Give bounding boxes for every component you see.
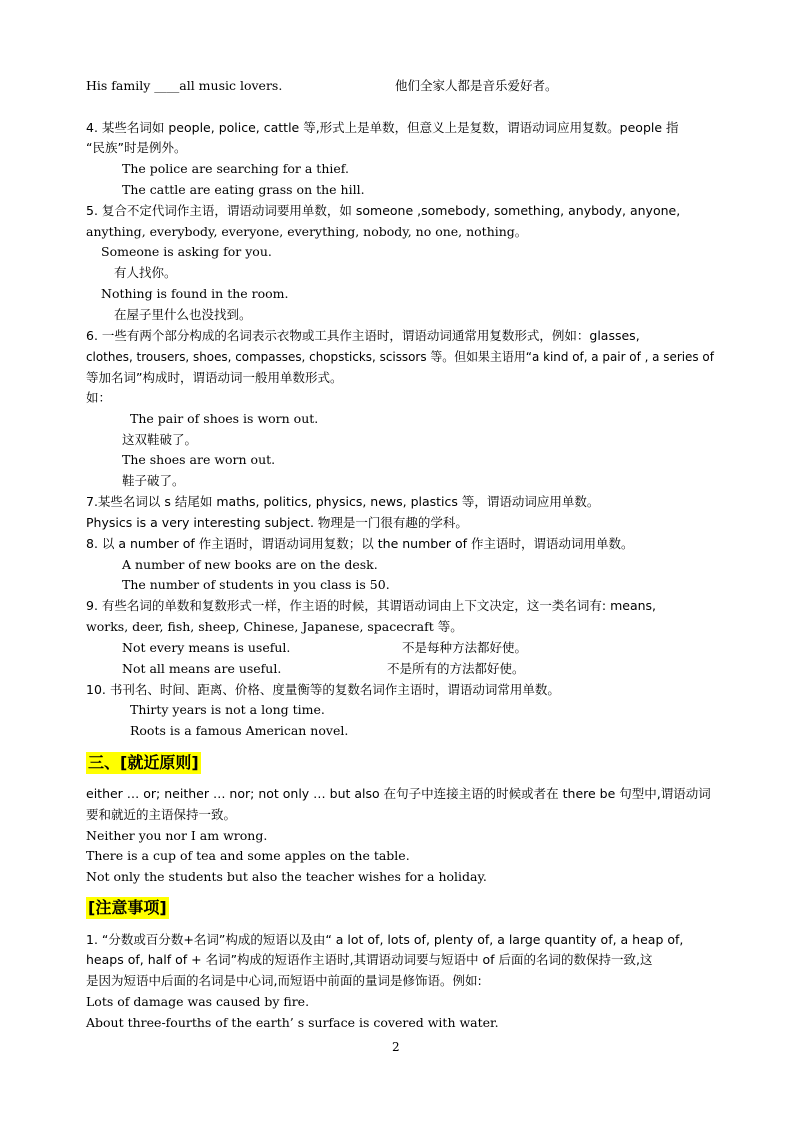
text-line: 不是所有的方法都好使。 bbox=[387, 661, 525, 676]
text-line: The number of students in you class is 50. bbox=[122, 577, 390, 592]
text-line: Thirty years is not a long time. bbox=[130, 702, 325, 717]
text-line: “民族”时是例外。 bbox=[86, 140, 187, 155]
text-line: either … or; neither … nor; not only … but also 在句子中连接主语的时候或者在 there be 句型中,谓语动词 bbox=[86, 786, 711, 801]
text-line: Someone is asking for you. bbox=[101, 244, 272, 259]
text-line: 7.某些名词以 s 结尾如 maths, politics, physics, news, plastics 等，谓语动词应用单数。 bbox=[86, 494, 600, 509]
text-line: 不是每种方法都好使。 bbox=[402, 640, 528, 655]
text-line: Neither you nor I am wrong. bbox=[86, 828, 268, 843]
text-line: 是因为短语中后面的名词是中心词,而短语中前面的量词是修饰语。例如: bbox=[86, 973, 482, 988]
text-line: 鞋子破了。 bbox=[122, 473, 185, 488]
text-line: The pair of shoes is worn out. bbox=[130, 411, 319, 426]
text-line: works, deer, fish, sheep, Chinese, Japanese, spacecraft 等。 bbox=[86, 619, 463, 634]
text-line: Roots is a famous American novel. bbox=[130, 723, 349, 738]
text-line: There is a cup of tea and some apples on the table. bbox=[86, 848, 410, 863]
text-line: 等加名词”构成时，谓语动词一般用单数形式。 bbox=[86, 370, 343, 385]
text-line: His family ____all music lovers. bbox=[86, 78, 283, 93]
text-line: A number of new books are on the desk. bbox=[122, 557, 378, 572]
text-line: 10. 书刊名、时间、距离、价格、度量衡等的复数名词作主语时，谓语动词常用单数。 bbox=[86, 682, 560, 697]
text-line: 1. “分数或百分数+名词”构成的短语以及由“ a lot of, lots of, plenty of, a large quantity of, a heap of, bbox=[86, 932, 684, 947]
text-line: Nothing is found in the room. bbox=[101, 286, 289, 301]
text-line: The police are searching for a thief. bbox=[122, 161, 349, 176]
text-line: The shoes are worn out. bbox=[122, 452, 276, 467]
text-line: 4. 某些名词如 people, police, cattle 等,形式上是单数，但意义上是复数，谓语动词应用复数。people 指 bbox=[86, 120, 679, 135]
text-line: Not all means are useful. bbox=[122, 661, 282, 676]
text-line: Not only the students but also the teacher wishes for a holiday. bbox=[86, 869, 487, 884]
text-line: Physics is a very interesting subject. 物理是一门很有趣的学科。 bbox=[86, 515, 468, 530]
text-line: The cattle are eating grass on the hill. bbox=[122, 182, 365, 197]
text-line: About three-fourths of the earth’ s surface is covered with water. bbox=[86, 1015, 499, 1030]
text-line: Not every means is useful. bbox=[122, 640, 291, 655]
text-line: 有人找你。 bbox=[114, 265, 177, 280]
text-line: 在屋子里什么也没找到。 bbox=[114, 307, 252, 322]
text-line: clothes, trousers, shoes, compasses, chopsticks, scissors 等。但如果主语用“a kind of, a pair of , a series of bbox=[86, 349, 714, 364]
section-heading: [注意事项] bbox=[88, 898, 167, 917]
text-line: 要和就近的主语保持一致。 bbox=[86, 807, 237, 822]
text-line: 如： bbox=[86, 390, 112, 405]
text-line: 8. 以 a number of 作主语时，谓语动词用复数；以 the number of 作主语时，谓语动词用单数。 bbox=[86, 536, 634, 551]
page-number: 2 bbox=[392, 1040, 400, 1054]
text-line: 6. 一些有两个部分构成的名词表示衣物或工具作主语时，谓语动词通常用复数形式，例如：glasses, bbox=[86, 328, 640, 343]
text-line: 这双鞋破了。 bbox=[122, 432, 198, 447]
text-line: 5. 复合不定代词作主语，谓语动词要用单数，如 someone ,somebody, something, anybody, anyone, bbox=[86, 203, 681, 218]
text-line: 9. 有些名词的单数和复数形式一样，作主语的时候，其谓语动词由上下文决定，这一类名词有: means, bbox=[86, 598, 657, 613]
section-heading: 三、[就近原则] bbox=[88, 753, 199, 772]
text-line: 他们全家人都是音乐爱好者。 bbox=[395, 78, 558, 93]
text-line: anything, everybody, everyone, everything, nobody, no one, nothing。 bbox=[86, 224, 528, 239]
text-line: heaps of, half of + 名词”构成的短语作主语时,其谓语动词要与短语中 of 后面的名词的数保持一致,这 bbox=[86, 952, 653, 967]
text-line: Lots of damage was caused by fire. bbox=[86, 994, 310, 1009]
